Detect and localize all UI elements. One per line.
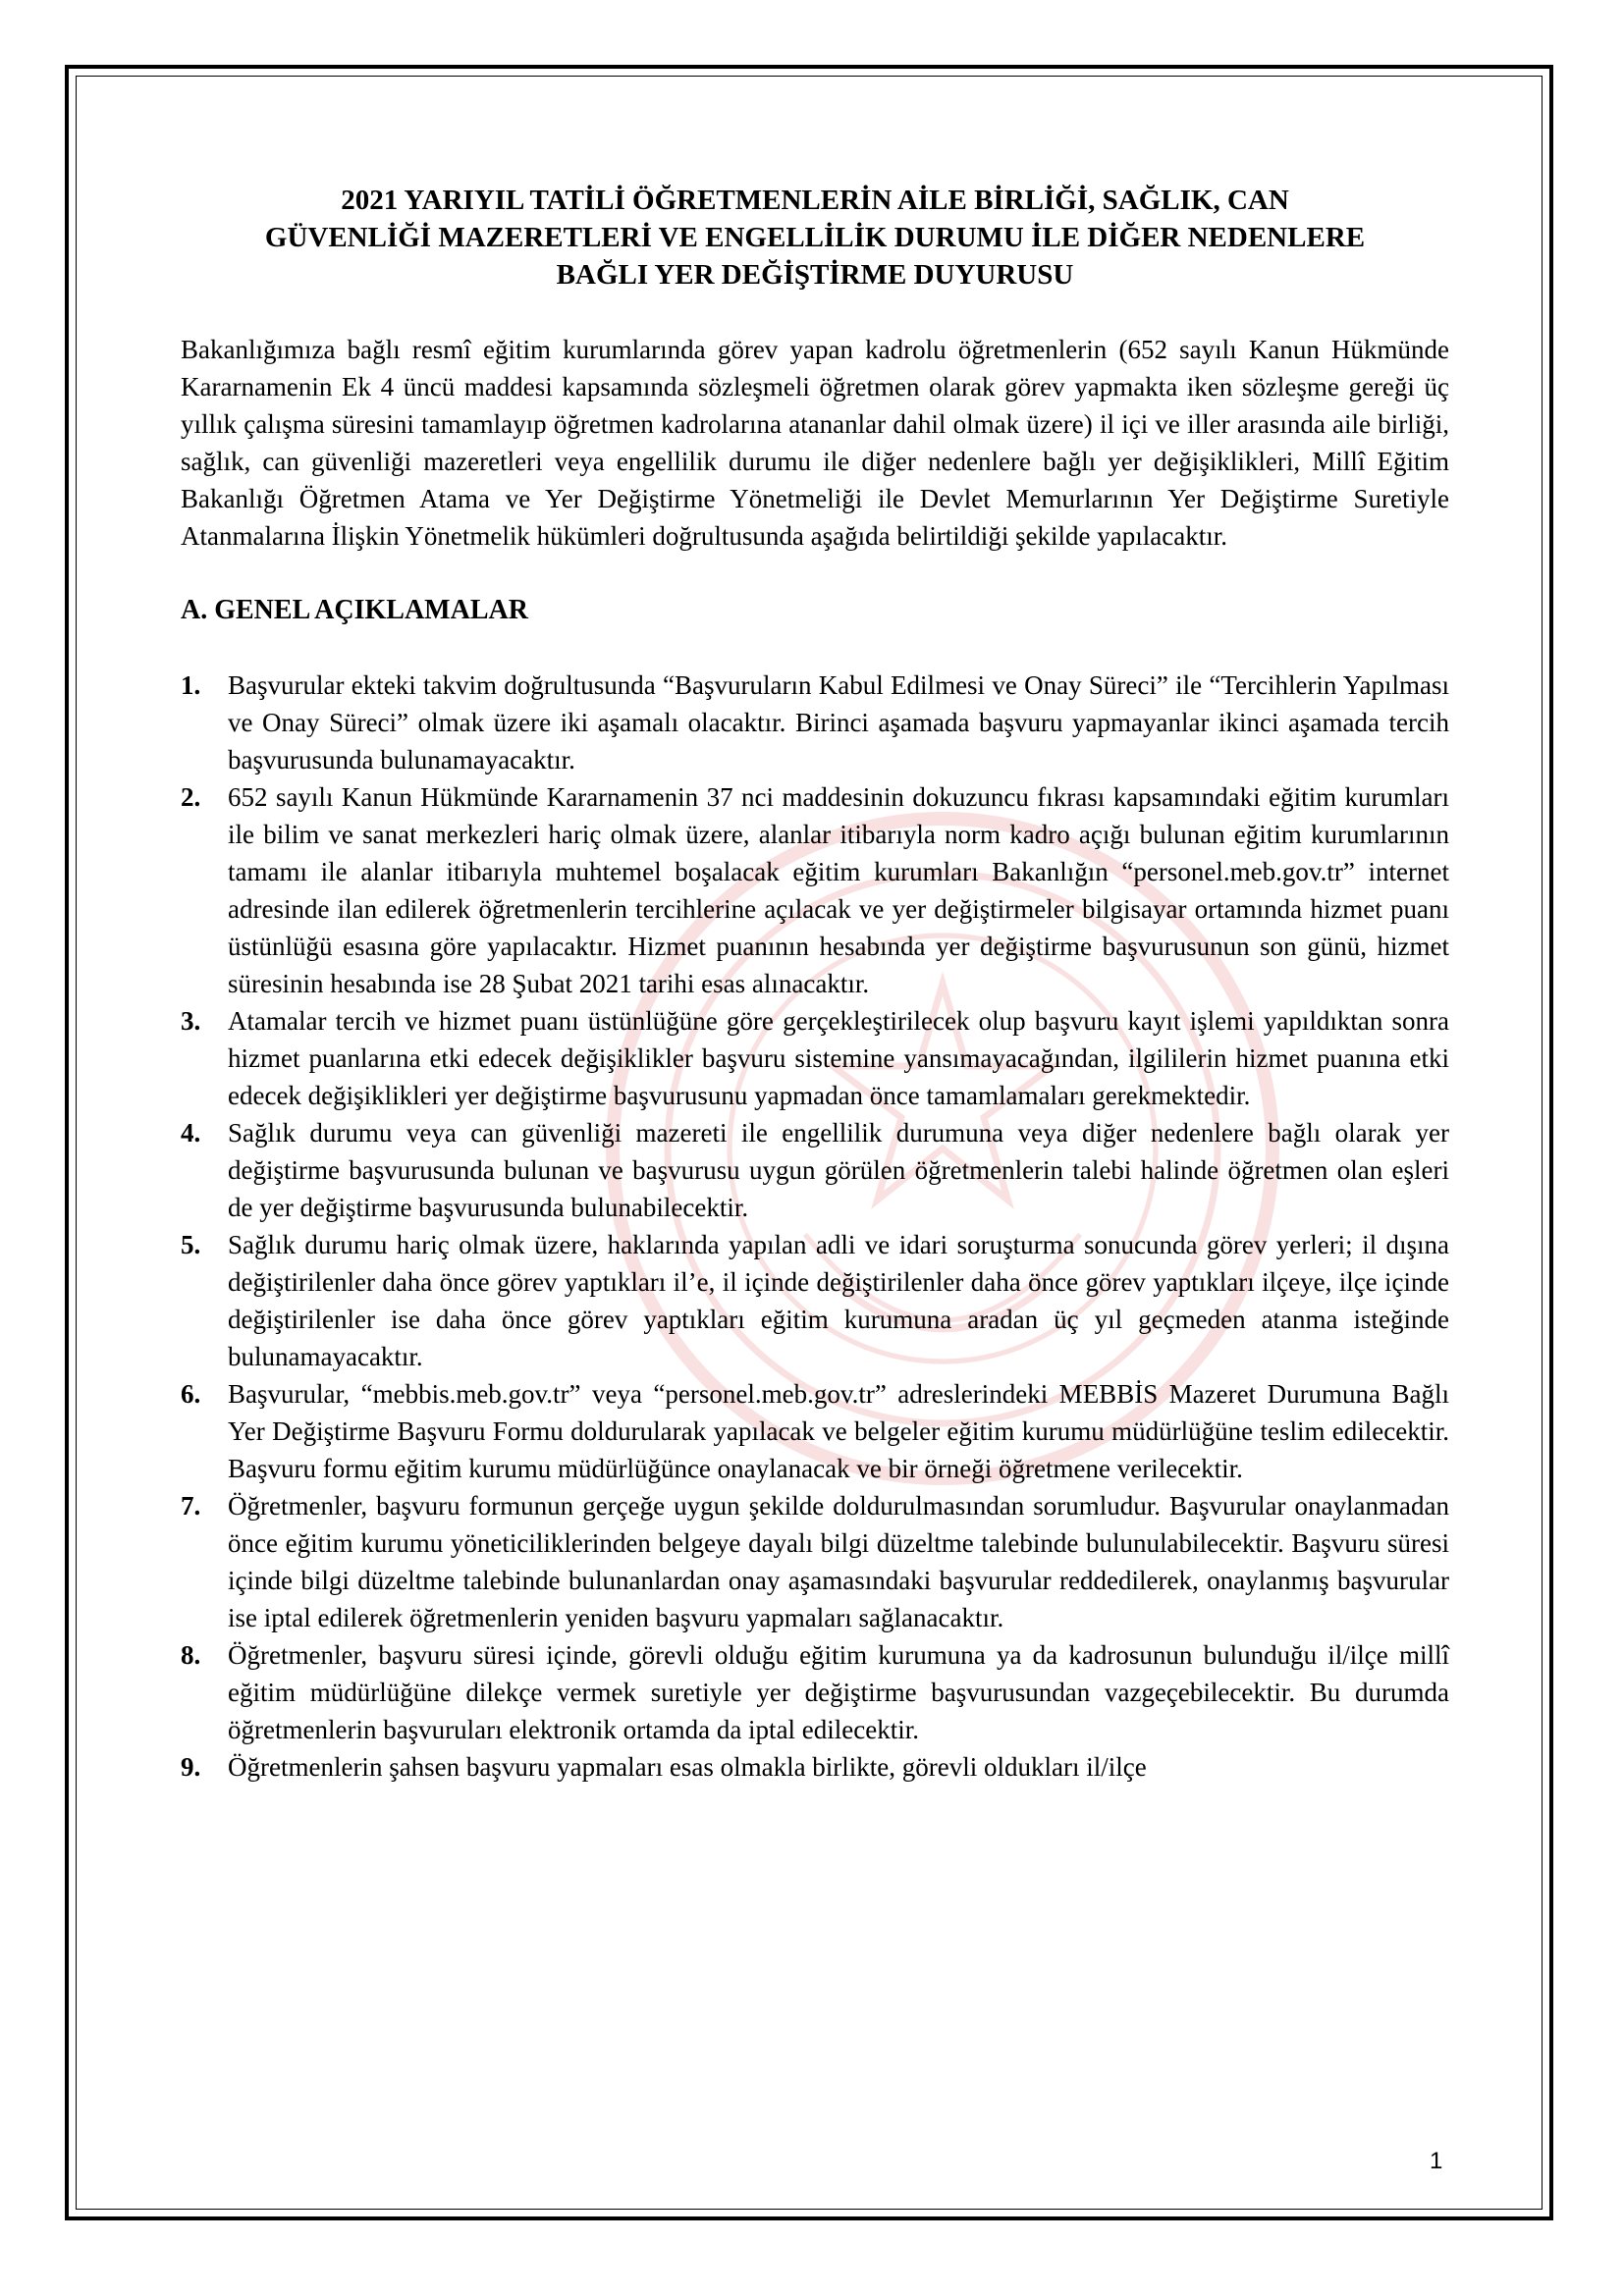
item-number: 2. bbox=[181, 782, 201, 812]
item-text: Öğretmenler, başvuru formunun gerçeğe uygun şekilde doldurulmasından sorumludur. Başvurular onaylanmadan önce eğitim kurumu yöneticiliklerinden belgeye dayalı bilgi düzeltme talebinde bulunulabilecektir. Başvuru süresi içinde bilgi düzeltme talebinde bulunanlardan onay aşamasındaki başvurular reddedilerek, onaylanmış başvurular ise iptal edilerek öğretmenlerin yeniden başvuru yapmaları sağlanacaktır. bbox=[228, 1491, 1449, 1632]
item-text: 652 sayılı Kanun Hükmünde Kararnamenin 37 nci maddesinin dokuzuncu fıkrası kapsamındaki eğitim kurumları ile bilim ve sanat merkezleri hariç olmak üzere, alanlar itibarıyla norm kadro açığı bulunan eğitim kurumlarının tamamı ile alanlar itibarıyla muhtemel boşalacak eğitim kurumları Bakanlığın “personel.meb.gov.tr” internet adresinde ilan edilerek öğretmenlerin tercihlerine açılacak ve yer değiştirmeler bilgisayar ortamında hizmet puanı üstünlüğü esasına göre yapılacaktır. Hizmet puanının hesabında yer değiştirme başvurusunun son günü, hizmet süresinin hesabında ise 28 Şubat 2021 tarihi esas alınacaktır. bbox=[228, 782, 1449, 998]
list-item bbox=[181, 1487, 1449, 1636]
item-text: Başvurular, “mebbis.meb.gov.tr” veya “personel.meb.gov.tr” adreslerindeki MEBBİS Mazeret Durumuna Bağlı Yer Değiştirme Başvuru Formu doldurularak yapılacak ve belgeler eğitim kurumu müdürlüğüne teslim edilecektir. Başvuru formu eğitim kurumu müdürlüğünce onaylanacak ve bir örneği öğretmene verilecektir. bbox=[228, 1379, 1449, 1483]
item-number: 5. bbox=[181, 1230, 201, 1259]
item-text: Öğretmenlerin şahsen başvuru yapmaları esas olmakla birlikte, görevli oldukları il/ilçe bbox=[228, 1752, 1147, 1782]
document-body bbox=[181, 182, 1449, 1786]
intro-paragraph: Bakanlığımıza bağlı resmî eğitim kurumlarında görev yapan kadrolu öğretmenlerin (652 sayılı Kanun Hükmünde Kararnamenin Ek 4 üncü maddesi kapsamında sözleşmeli öğretmen olarak görev yapmakta iken sözleşme gereği üç yıllık çalışma süresini tamamlayıp öğretmen kadrolarına atananlar dahil olmak üzere) il içi ve iller arasında aile birliği, sağlık, can güvenliği mazeretleri veya engellilik durumu ile diğer nedenlere bağlı yer değişiklikleri, Millî Eğitim Bakanlığı Öğretmen Atama ve Yer Değiştirme Yönetmeliği ile Devlet Memurlarının Yer Değiştirme Suretiyle Atanmalarına İlişkin Yönetmelik hükümleri doğrultusunda aşağıda belirtildiği şekilde yapılacaktır. bbox=[181, 335, 1449, 551]
list-item bbox=[181, 667, 1449, 778]
general-explanations-list bbox=[181, 667, 1449, 1786]
item-text: Atamalar tercih ve hizmet puanı üstünlüğüne göre gerçekleştirilecek olup başvuru kayıt işlemi yapıldıktan sonra hizmet puanlarına etki edecek değişiklikler başvuru sistemine yansımayacağından, ilgililerin hizmet puanına etki edecek değişiklikleri yer değiştirme başvurusunu yapmadan önce tamamlamaları gerekmektedir. bbox=[228, 1006, 1449, 1110]
title-line: BAĞLI YER DEĞİŞTİRME DUYURUSU bbox=[556, 259, 1074, 291]
list-item bbox=[181, 1226, 1449, 1375]
list-item bbox=[181, 1375, 1449, 1487]
list-item bbox=[181, 1636, 1449, 1748]
section-heading-a: A. GENEL AÇIKLAMALAR bbox=[181, 595, 528, 625]
list-item bbox=[181, 1002, 1449, 1114]
item-number: 9. bbox=[181, 1752, 201, 1782]
item-number: 8. bbox=[181, 1640, 201, 1670]
list-item bbox=[181, 778, 1449, 1002]
item-number: 1. bbox=[181, 670, 201, 700]
item-text: Başvurular ekteki takvim doğrultusunda “Başvuruların Kabul Edilmesi ve Onay Süreci” ile “Tercihlerin Yapılması ve Onay Süreci” olmak üzere iki aşamalı olacaktır. Birinci aşamada başvuru yapmayanlar ikinci aşamada tercih başvurusunda bulunamayacaktır. bbox=[228, 670, 1449, 774]
item-number: 4. bbox=[181, 1118, 201, 1148]
item-text: Sağlık durumu veya can güvenliği mazereti ile engellilik durumuna veya diğer nedenlere bağlı olarak yer değiştirme başvurusunda bulunan ve başvurusu uygun görülen öğretmenlerin talebi halinde öğretmen olan eşleri de yer değiştirme başvurusunda bulunabilecektir. bbox=[228, 1118, 1449, 1222]
page-number: 1 bbox=[1430, 2148, 1443, 2174]
list-item bbox=[181, 1114, 1449, 1226]
title-line: 2021 YARIYIL TATİLİ ÖĞRETMENLERİN AİLE BİRLİĞİ, SAĞLIK, CAN bbox=[341, 185, 1289, 216]
title-line: GÜVENLİĞİ MAZERETLERİ VE ENGELLİLİK DURUMU İLE DİĞER NEDENLERE bbox=[264, 222, 1366, 253]
item-text: Öğretmenler, başvuru süresi içinde, görevli olduğu eğitim kurumuna ya da kadrosunun bulunduğu il/ilçe millî eğitim müdürlüğüne dilekçe vermek suretiyle yer değiştirme başvurusundan vazgeçebilecektir. Bu durumda öğretmenlerin başvuruları elektronik ortamda da iptal edilecektir. bbox=[228, 1640, 1449, 1744]
document-title bbox=[181, 182, 1449, 294]
list-item bbox=[181, 1748, 1449, 1786]
item-number: 3. bbox=[181, 1006, 201, 1036]
item-number: 7. bbox=[181, 1491, 201, 1521]
item-text: Sağlık durumu hariç olmak üzere, haklarında yapılan adli ve idari soruşturma sonucunda görev yerleri; il dışına değiştirilenler daha önce görev yaptıkları il’e, il içinde değiştirilenler daha önce görev yaptıkları ilçeye, ilçe içinde değiştirilenler ise daha önce görev yaptıkları eğitim kurumuna aradan üç yıl geçmeden atanma isteğinde bulunamayacaktır. bbox=[228, 1230, 1449, 1371]
item-number: 6. bbox=[181, 1379, 201, 1409]
